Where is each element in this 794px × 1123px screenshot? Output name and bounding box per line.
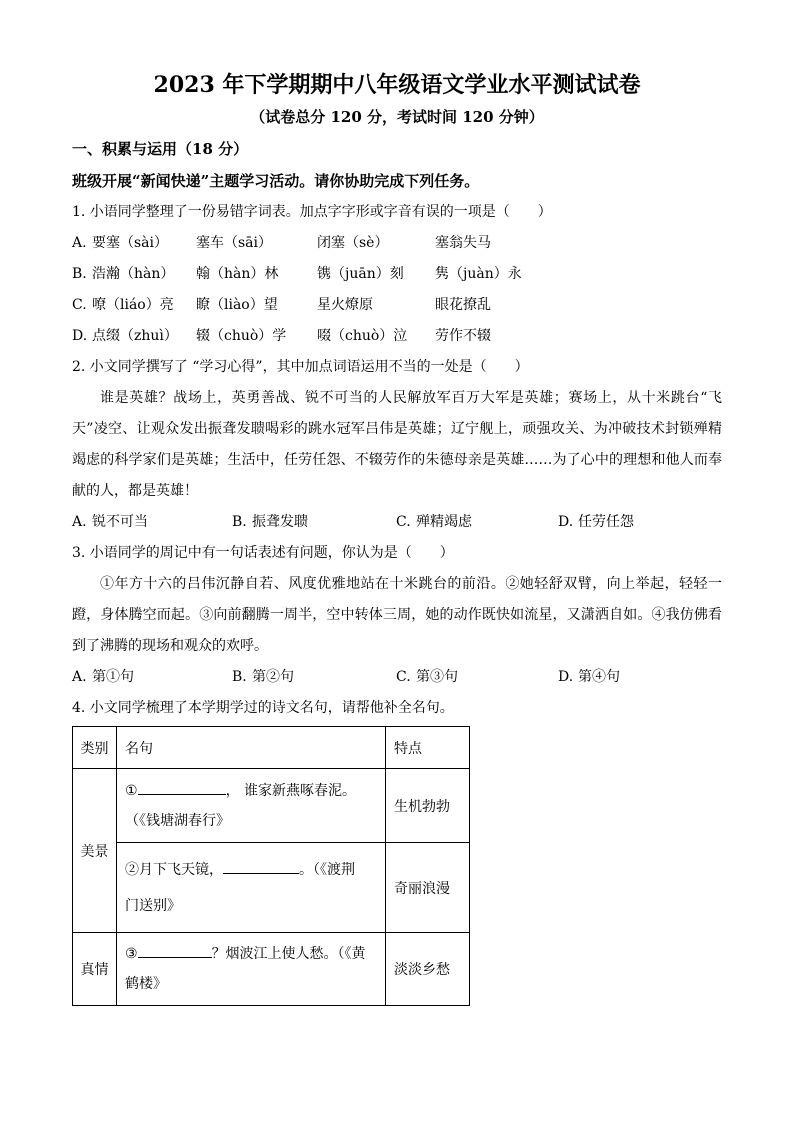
section-heading: 一、积累与运用（18 分） <box>72 140 249 158</box>
option-label: A. <box>72 514 87 530</box>
answer-blank <box>223 859 299 874</box>
table-header-row <box>73 727 470 769</box>
answer-blank <box>138 780 226 795</box>
option-item: 镌（juān）刻 <box>317 266 404 282</box>
question-3-passage-line: 蹬，身体腾空而起。③向前翻腾一周半，空中转体三周，她的动作既快如流星，又潇洒自如。④我仿佛看 <box>72 607 722 623</box>
option-label: C. <box>396 514 411 530</box>
verse-text: ②月下飞天镜， <box>125 861 223 878</box>
question-2-option-d <box>558 507 722 538</box>
category-cell: 美景 <box>73 769 117 933</box>
option-label: B. <box>232 669 247 685</box>
option-label: D. <box>72 328 88 344</box>
question-1-option-a <box>72 228 722 259</box>
option-text: 第④句 <box>578 669 620 685</box>
option-text: 第①句 <box>92 669 134 685</box>
option-text: 锐不可当 <box>92 514 148 530</box>
option-item: 眼花撩乱 <box>435 297 491 313</box>
section-intro: 班级开展“新闻快递”主题学习活动。请你协助完成下列任务。 <box>72 172 480 190</box>
option-item: 星火燎原 <box>317 297 373 313</box>
question-3-option-d <box>558 662 722 693</box>
option-text: 振聋发聩 <box>252 514 308 530</box>
option-item: 浩瀚（hàn） <box>92 266 175 282</box>
option-item: 辍（chuò）学 <box>196 328 287 344</box>
option-item: 劳作不辍 <box>435 328 491 344</box>
option-label: D. <box>558 669 574 685</box>
question-3-option-b <box>232 662 396 693</box>
option-item: 要塞（sài） <box>92 235 169 251</box>
table-row <box>73 769 470 843</box>
question-2-options <box>72 507 722 538</box>
option-item: 翰（hàn）林 <box>196 266 279 282</box>
question-2-passage-line: 天”凌空、让观众发出振聋发聩喝彩的跳水冠军吕伟是英雄；辽宁舰上，顽强攻关、为冲破技术封锁殚精 <box>72 421 722 437</box>
option-item: 塞车（sāi） <box>196 235 273 251</box>
verse-cell <box>117 769 386 843</box>
question-3-passage-line: 到了沸腾的现场和观众的欢呼。 <box>72 638 268 654</box>
verse-source: 鹤楼》 <box>125 976 167 992</box>
question-2-passage-line: 竭虑的科学家们是英雄；生活中，任劳任怨、不辍劳作的朱德母亲是英雄……为了心中的理想和他人而奉 <box>72 452 722 468</box>
feature-cell: 淡淡乡愁 <box>386 933 470 1006</box>
option-item: 塞翁失马 <box>435 235 491 251</box>
exam-subtitle: （试卷总分 120 分，考试时间 120 分钟） <box>250 108 544 126</box>
question-1-option-d <box>72 321 722 352</box>
verse-cell <box>117 843 386 933</box>
table-row <box>73 933 470 1006</box>
option-label: A. <box>72 669 87 685</box>
option-item: 点缀（zhuì） <box>92 328 178 344</box>
option-label: B. <box>72 266 87 282</box>
question-2-stem: 2. 小文同学撰写了 “学习心得”，其中加点词语运用不当的一处是（ ） <box>72 359 529 375</box>
option-item: 闭塞（sè） <box>317 235 389 251</box>
option-item: 啜（chuò）泣 <box>317 328 408 344</box>
verse-line <box>125 939 385 969</box>
option-label: A. <box>72 235 87 251</box>
question-2-passage-line: 献的人，都是英雄！ <box>72 483 198 499</box>
header-verse: 名句 <box>117 727 386 769</box>
verse-text: ， 谁家新燕啄春泥。 <box>225 782 357 799</box>
header-feature: 特点 <box>386 727 470 769</box>
question-2-option-b <box>232 507 396 538</box>
option-text: 任劳任怨 <box>578 514 634 530</box>
question-3-passage-line: ①年方十六的吕伟沉静自若、风度优雅地站在十米跳台的前沿。②她轻舒双臂，向上举起，轻轻一 <box>100 576 722 592</box>
question-4-stem: 4. 小文同学梳理了本学期学过的诗文名句，请帮他补全名句。 <box>72 700 454 716</box>
option-item: 瞭（liào）望 <box>196 297 278 313</box>
option-text: 第②句 <box>252 669 294 685</box>
category-cell: 真情 <box>73 933 117 1006</box>
option-text: 殚精竭虑 <box>416 514 472 530</box>
verse-text: 。（《渡荆 <box>299 861 355 878</box>
verse-line <box>125 776 385 806</box>
answer-blank <box>138 943 212 958</box>
option-text: 第③句 <box>416 669 458 685</box>
question-3-stem: 3. 小语同学的周记中有一句话表述有问题，你认为是（ ） <box>72 545 454 561</box>
header-category: 类别 <box>73 727 117 769</box>
option-label: C. <box>396 669 411 685</box>
question-1-option-b <box>72 259 722 290</box>
option-label: D. <box>558 514 574 530</box>
option-label: B. <box>232 514 247 530</box>
verse-source: 门送别》 <box>125 897 181 914</box>
question-1-stem: 1. 小语同学整理了一份易错字词表。加点字字形或字音有误的一项是（ ） <box>72 204 552 220</box>
question-2-option-c <box>396 507 558 538</box>
question-1-option-c <box>72 290 722 321</box>
option-item: 隽（juàn）永 <box>435 266 522 282</box>
feature-cell: 生机勃勃 <box>386 769 470 843</box>
question-2-passage-line: 谁是英雄？战场上，英勇善战、锐不可当的人民解放军百万大军是英雄；赛场上，从十米跳台“飞 <box>100 390 722 406</box>
table-row <box>73 843 470 933</box>
option-item: 嘹（liáo）亮 <box>92 297 174 313</box>
exam-title: 2023 年下学期期中八年级语文学业水平测试试卷 <box>153 72 641 98</box>
verse-text: ③ <box>125 946 138 962</box>
verse-source: （《钱塘湖春行》 <box>125 812 230 829</box>
verse-text: ① <box>125 782 138 799</box>
option-label: C. <box>72 297 87 313</box>
verse-text: ？烟波江上使人愁。（《黄 <box>211 946 366 962</box>
question-3-option-a <box>72 662 232 693</box>
poem-table <box>72 726 470 1006</box>
question-3-options <box>72 662 722 693</box>
verse-line <box>125 852 385 888</box>
question-3-option-c <box>396 662 558 693</box>
verse-cell <box>117 933 386 1006</box>
feature-cell: 奇丽浪漫 <box>386 843 470 933</box>
question-2-option-a <box>72 507 232 538</box>
